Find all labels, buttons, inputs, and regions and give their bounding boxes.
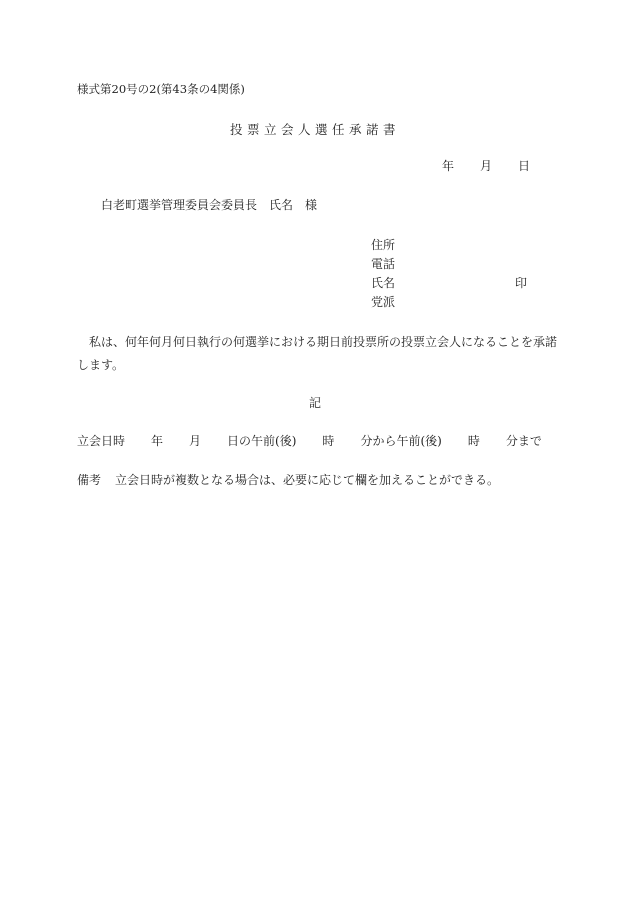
date-day-label: 日 bbox=[518, 159, 531, 173]
attendance-day-from: 日の午前(後) bbox=[227, 434, 297, 448]
date-line bbox=[442, 160, 530, 172]
attendance-hour-from: 時 bbox=[322, 434, 335, 448]
attendance-hour-to: 時 bbox=[467, 434, 480, 448]
attendance-minute-from: 分から午前(後) bbox=[360, 434, 442, 448]
addressee: 白老町選挙管理委員会委員長 氏名 様 bbox=[101, 198, 318, 212]
ki-heading: 記 bbox=[308, 396, 321, 410]
seal-mark: 印 bbox=[515, 276, 528, 290]
attendance-year: 年 bbox=[151, 434, 164, 448]
address-label: 住所 bbox=[371, 238, 396, 252]
date-month-label: 月 bbox=[480, 159, 493, 173]
attendance-minute-to: 分まで bbox=[505, 434, 542, 448]
sender-phone-row bbox=[371, 257, 531, 276]
party-label: 党派 bbox=[371, 295, 396, 309]
consent-statement: 私は、何年何月何日執行の何選挙における期日前投票所の投票立会人になることを承諾します。 bbox=[77, 335, 558, 372]
document-title: 投票立会人選任承諾書 bbox=[229, 122, 400, 137]
sender-address-row bbox=[371, 238, 531, 257]
sender-block bbox=[371, 238, 531, 314]
sender-name-row bbox=[371, 276, 531, 295]
notes-line bbox=[77, 474, 499, 486]
notes-label: 備考 bbox=[77, 473, 102, 487]
date-year-label: 年 bbox=[442, 159, 455, 173]
form-number: 様式第20号の2(第43条の4関係) bbox=[77, 82, 245, 96]
notes-text: 立会日時が複数となる場合は、必要に応じて欄を加えることができる。 bbox=[115, 473, 500, 487]
attendance-datetime-line bbox=[77, 435, 542, 447]
attendance-month: 月 bbox=[189, 434, 202, 448]
phone-label: 電話 bbox=[371, 257, 396, 271]
sender-party-row bbox=[371, 295, 531, 314]
attendance-label: 立会日時 bbox=[77, 434, 126, 448]
name-label: 氏名 bbox=[371, 276, 396, 290]
